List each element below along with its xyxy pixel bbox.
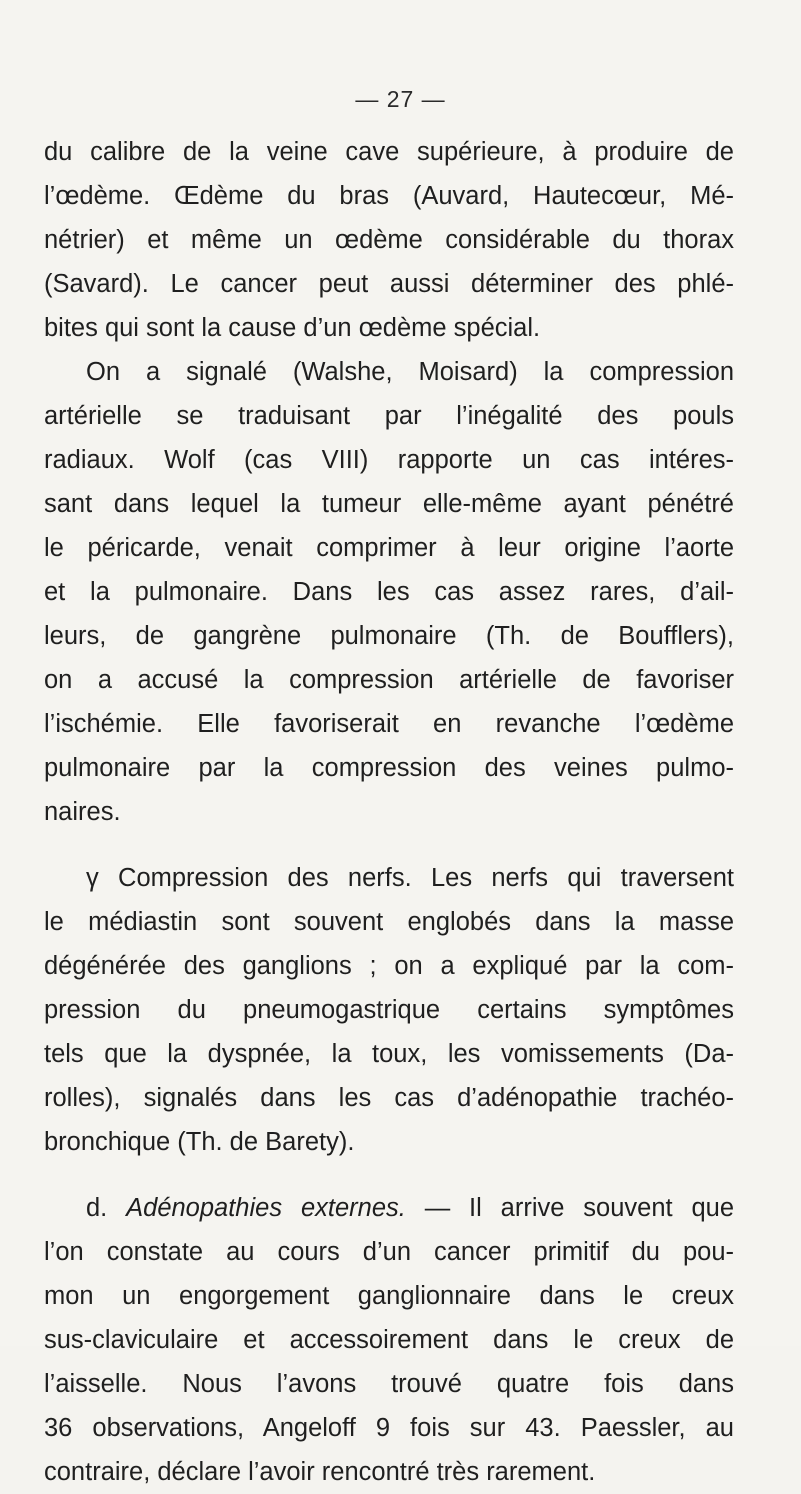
text-line: pulmonaire par la compression des veines pulmo-: [44, 754, 734, 782]
paragraph-gap: [44, 1164, 734, 1186]
paragraph: [44, 856, 734, 1164]
text-line: du calibre de la veine cave supérieure, à produire de: [44, 138, 734, 166]
text-line: dégénérée des ganglions ; on a expliqué par la com-: [44, 952, 734, 980]
text-line: sant dans lequel la tumeur elle-même ayant pénétré: [44, 490, 734, 518]
text-line: l’aisselle. Nous l’avons trouvé quatre fois dans: [44, 1370, 734, 1398]
text-line: bites qui sont la cause d’un œdème spécial.: [44, 314, 541, 342]
text-line: le médiastin sont souvent englobés dans la masse: [44, 908, 734, 936]
section-title: Adénopathies externes.: [126, 1194, 406, 1222]
text-line: on a accusé la compression artérielle de favoriser: [44, 666, 734, 694]
body-text: [44, 130, 734, 1494]
text-line: bronchique (Th. de Barety).: [44, 1128, 355, 1156]
text-line: et la pulmonaire. Dans les cas assez rares, d’ail-: [44, 578, 734, 606]
text-line: nétrier) et même un œdème considérable du thorax: [44, 226, 734, 254]
text-line: artérielle se traduisant par l’inégalité des pouls: [44, 402, 734, 430]
text-line: 36 observations, Angeloff 9 fois sur 43. Paessler, au: [44, 1414, 734, 1442]
page-number: — 27 —: [355, 86, 446, 112]
text-line: l’on constate au cours d’un cancer primitif du pou-: [44, 1238, 734, 1266]
text-line: pression du pneumogastrique certains symptômes: [44, 996, 734, 1024]
text-line: le péricarde, venait comprimer à leur origine l’aorte: [44, 534, 734, 562]
section-heading-line: [44, 1186, 734, 1230]
text-line: l’ischémie. Elle favoriserait en revanche l’œdème: [44, 710, 734, 738]
paragraph: [44, 350, 734, 834]
text-line: leurs, de gangrène pulmonaire (Th. de Boufflers),: [44, 622, 734, 650]
section-heading-rest: — Il arrive souvent que: [405, 1194, 734, 1222]
text-line: mon un engorgement ganglionnaire dans le creux: [44, 1282, 734, 1310]
text-line: On a signalé (Walshe, Moisard) la compression: [86, 358, 734, 386]
section-letter: d.: [86, 1194, 127, 1222]
text-line: rolles), signalés dans les cas d’adénopathie trachéo-: [44, 1084, 734, 1112]
paragraph: [44, 130, 734, 350]
text-line: sus-claviculaire et accessoirement dans le creux de: [44, 1326, 734, 1354]
text-line: naires.: [44, 798, 121, 826]
text-line: γ Compression des nerfs. Les nerfs qui traversent: [86, 864, 734, 892]
text-line: l’œdème. Œdème du bras (Auvard, Hautecœur, Mé-: [44, 182, 734, 210]
paragraph-gap: [44, 834, 734, 856]
paragraph: [44, 1186, 734, 1494]
text-line: contraire, déclare l’avoir rencontré très rarement.: [44, 1458, 596, 1486]
text-line: tels que la dyspnée, la toux, les vomissements (Da-: [44, 1040, 734, 1068]
text-line: (Savard). Le cancer peut aussi déterminer des phlé-: [44, 270, 734, 298]
text-line: radiaux. Wolf (cas VIII) rapporte un cas intéres-: [44, 446, 734, 474]
